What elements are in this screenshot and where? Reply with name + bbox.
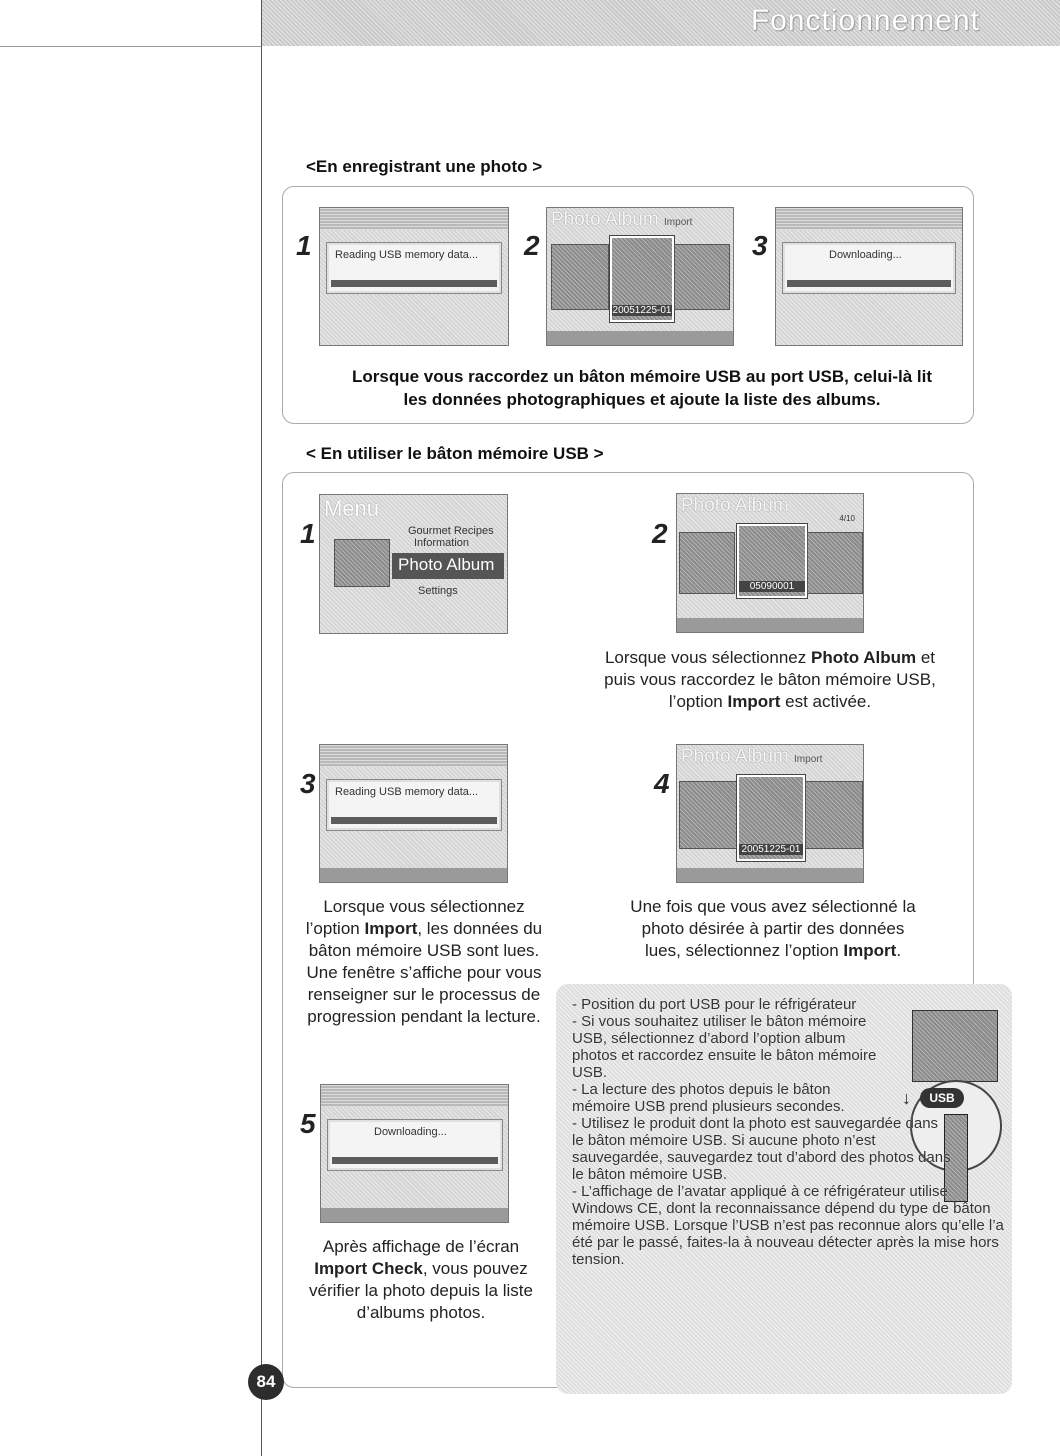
margin-line [261, 0, 262, 1456]
photo-thumb-selected: 20051225-01 [737, 775, 805, 861]
section1-title: <En enregistrant une photo > [306, 157, 543, 176]
section1-caption: Lorsque vous raccordez un bâton mémoire USB au port USB, celui-là lit les données photographiques et ajoute la liste des albums. [352, 367, 932, 409]
s1-step-2: 2 [524, 230, 540, 261]
info-text [572, 996, 1012, 1268]
usb-icon: ↓ [902, 1088, 911, 1108]
info-item: - La lecture des photos depuis le bâton mémoire USB prend plusieurs secondes. [572, 1081, 845, 1115]
info-item: - Si vous souhaitez utiliser le bâton mémoire USB, sélectionnez d’abord l’option album photos et raccordez ensuite le bâton mémoire USB. [572, 1013, 877, 1081]
top-rule [0, 46, 262, 47]
album-counter: 4/10 [839, 514, 855, 523]
menu-item: Settings [418, 585, 458, 597]
caption-step-5: Après affichage de l’écran Import Check, vous pouvez vérifier la photo depuis la liste d’albums photos. [309, 1237, 533, 1322]
s2-screen-menu [319, 494, 508, 634]
downloading-text: Downloading... [374, 1126, 447, 1138]
s1-screen-album: Photo Album Import 20051225-01 [546, 207, 734, 346]
photo-thumb [807, 532, 863, 594]
info-item: - L’affichage de l’avatar appliqué à ce réfrigérateur utilise Windows CE, dont la reconnaissance dépend du type de bâton mémoire USB. Lorsque l’USB n’est pas reconnue alors qu’elle l’a été par le passé, faites-la à nouveau détecter après la mise hors tension. [572, 1183, 1004, 1268]
menu-item: Gourmet Recipes [408, 525, 494, 537]
reading-text: Reading USB memory data... [335, 249, 479, 261]
s1-step-3: 3 [752, 230, 768, 261]
s1-screen-reading [319, 207, 509, 346]
menu-title: Menu [324, 496, 380, 521]
page-number: 84 [248, 1364, 284, 1400]
s2-step-4: 4 [654, 768, 670, 799]
caption-step-3: Lorsque vous sélectionnez l’option Import, les données du bâton mémoire USB sont lues. Une fenêtre s’affiche pour vous renseigner sur le processus de progression pendant la lecture. [305, 897, 543, 1026]
photo-thumb-selected: 05090001 [737, 524, 807, 598]
photo-thumb [674, 244, 730, 310]
s2-screen-album [676, 493, 864, 633]
caption-step-4: Une fois que vous avez sélectionné la photo désirée à partir des données lues, sélectionnez l’option Import. [630, 897, 916, 960]
section2-title: < En utiliser le bâton mémoire USB > [306, 444, 604, 463]
album-title: Photo Album [681, 495, 789, 516]
s1-step-1: 1 [296, 230, 312, 261]
photo-thumb-selected: 20051225-01 [610, 236, 674, 322]
s2-screen-downloading [320, 1084, 509, 1223]
photo-thumb [805, 781, 863, 849]
usb-label: USB [920, 1088, 964, 1108]
s2-step-3: 3 [300, 768, 316, 799]
photo-thumb [679, 781, 737, 849]
photo-thumb [551, 244, 609, 310]
photo-thumb [679, 532, 735, 594]
album-title: Photo Album [681, 746, 789, 767]
reading-text: Reading USB memory data... [335, 786, 479, 798]
caption-step-2: Lorsque vous sélectionnez Photo Album et puis vous raccordez le bâton mémoire USB, l’option Import est activée. [604, 648, 936, 711]
s2-step-2: 2 [652, 518, 668, 549]
photo-icon [334, 539, 390, 587]
s2-screen-reading [319, 744, 508, 883]
downloading-text: Downloading... [829, 249, 902, 261]
s2-screen-import: Photo Album Import 20051225-01 [676, 744, 864, 883]
menu-item-selected: Photo Album [398, 555, 495, 574]
page-title: Fonctionnement [750, 4, 980, 37]
s2-step-5: 5 [300, 1108, 316, 1139]
album-title: Photo Album [551, 209, 659, 230]
menu-item: Information [414, 537, 470, 549]
info-item: - Utilisez le produit dont la photo est sauvegardée dans le bâton mémoire USB. Si aucune photo n’est sauvegardée, sauvegardez tout d’abord des photos dans le bâton mémoire USB. [572, 1115, 951, 1183]
s1-screen-downloading [775, 207, 963, 346]
s2-step-1: 1 [300, 518, 316, 549]
info-item: - Position du port USB pour le réfrigérateur [572, 996, 857, 1013]
